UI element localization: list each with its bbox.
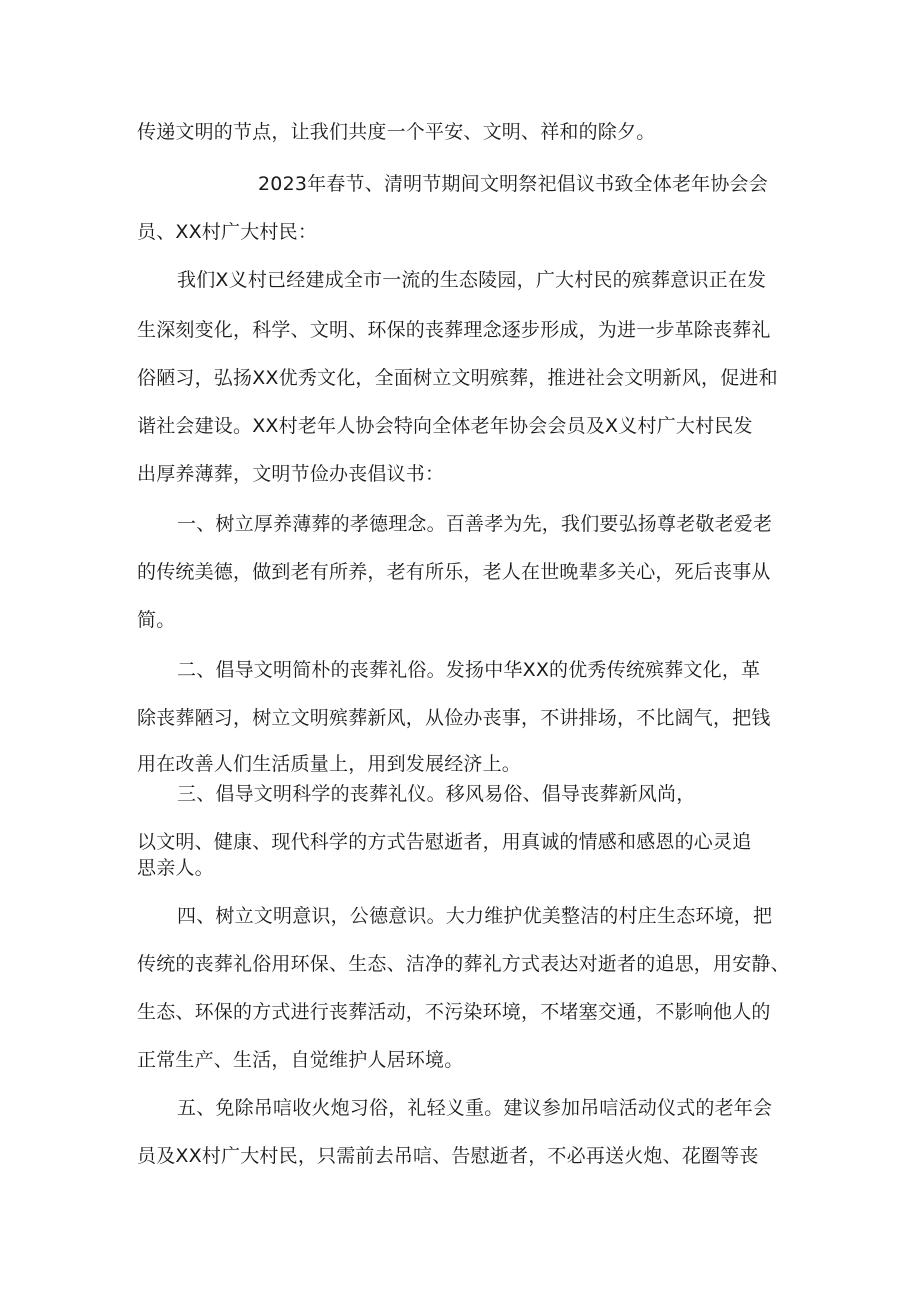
- text-line: 二、倡导文明简朴的丧葬礼俗。发扬中华XX的优秀传统殡葬文化，革: [177, 659, 761, 681]
- heading-line: 员、XX村广大村民：: [137, 221, 318, 243]
- text-line: 我们X义村已经建成全市一流的生态陵园，广大村民的殡葬意识正在发: [177, 269, 767, 291]
- text-line: 俗陋习，弘扬XX优秀文化，全面树立文明殡葬，推进社会文明新风，促进和: [137, 367, 778, 389]
- text-line: 以文明、健康、现代科学的方式告慰逝者，用真诚的情感和感恩的心灵追: [137, 831, 752, 853]
- text-line: 三、倡导文明科学的丧葬礼仪。移风易俗、倡导丧葬新风尚，: [177, 783, 696, 805]
- text-line: 生态、环保的方式进行丧葬活动，不污染环境，不堵塞交通，不影响他人的: [137, 1001, 771, 1023]
- text-line: 传统的丧葬礼俗用环保、生态、洁净的葬礼方式表达对逝者的追思，用安静、: [137, 953, 790, 975]
- text-line: 出厚养薄葬，文明节俭办丧倡议书：: [137, 463, 445, 485]
- text-line: 四、树立文明意识，公德意识。大力维护优美整洁的村庄生态环境，把: [177, 905, 773, 927]
- text-line: 传递文明的节点，让我们共度一个平安、文明、祥和的除夕。: [137, 121, 656, 143]
- text-line: 生深刻变化，科学、文明、环保的丧葬理念逐步形成，为进一步革除丧葬礼: [137, 319, 771, 341]
- text-line: 的传统美德，做到老有所养，老有所乐，老人在世晚辈多关心，死后丧事从: [137, 561, 771, 583]
- text-line: 谐社会建设。XX村老年人协会特向全体老年协会会员及X义村广大村民发: [137, 415, 753, 437]
- text-line: 除丧葬陋习，树立文明殡葬新风，从俭办丧事，不讲排场，不比阔气，把钱: [137, 707, 771, 729]
- text-line: 员及XX村广大村民，只需前去吊唁、告慰逝者，不必再送火炮、花圈等丧: [137, 1145, 759, 1167]
- heading-line: 2023年春节、清明节期间文明祭祀倡议书致全体老年协会会: [258, 173, 768, 195]
- text-line: 一、树立厚养薄葬的孝德理念。百善孝为先，我们要弘扬尊老敬老爱老: [177, 513, 773, 535]
- text-line: 思亲人。: [137, 857, 214, 879]
- text-line: 五、免除吊唁收火炮习俗，礼轻义重。建议参加吊唁活动仪式的老年会: [177, 1097, 773, 1119]
- text-line: 用在改善人们生活质量上，用到发展经济上。: [137, 753, 522, 775]
- text-line: 正常生产、生活，自觉维护人居环境。: [137, 1049, 464, 1071]
- text-line: 简。: [137, 609, 176, 631]
